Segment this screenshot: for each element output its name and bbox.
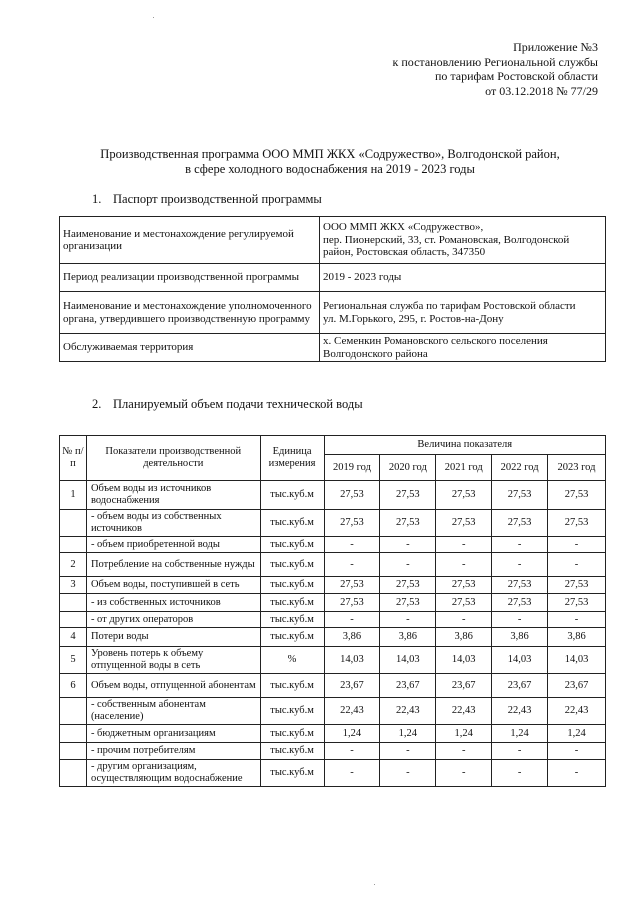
row-value: 1,24 [324, 725, 380, 743]
row-value: 3,86 [436, 628, 492, 647]
row-value: 27,53 [492, 510, 548, 537]
row-value: - [380, 537, 436, 553]
header-year: 2019 год [324, 455, 380, 481]
row-number: 5 [60, 647, 87, 674]
row-value: 22,43 [548, 698, 606, 725]
row-value: - [548, 553, 606, 577]
row-number: 4 [60, 628, 87, 647]
table-row [60, 612, 606, 628]
section-2-number: 2. [92, 397, 102, 411]
row-unit: тыс.куб.м [260, 725, 324, 743]
document-title [60, 147, 600, 177]
row-indicator: - объем приобретенной воды [86, 537, 260, 553]
row-value: - [436, 553, 492, 577]
row-unit: тыс.куб.м [260, 628, 324, 647]
row-indicator: Объем воды, отпущенной абонентам [86, 674, 260, 698]
passport-key: Обслуживаемая территория [60, 334, 320, 362]
row-value: 14,03 [548, 647, 606, 674]
row-indicator: Объем воды из источников водоснабжения [86, 481, 260, 510]
row-value: - [324, 537, 380, 553]
header-num: № п/п [60, 436, 87, 481]
passport-value-line: ул. М.Горького, 295, г. Ростов-на-Дону [323, 312, 504, 325]
row-value: 23,67 [492, 674, 548, 698]
row-number [60, 760, 87, 787]
section-2-heading [92, 397, 363, 412]
row-value: - [492, 553, 548, 577]
row-indicator: Уровень потерь к объему отпущенной воды в сеть [86, 647, 260, 674]
row-value: 27,53 [324, 510, 380, 537]
row-value: 27,53 [324, 481, 380, 510]
row-value: - [324, 760, 380, 787]
row-unit: тыс.куб.м [260, 594, 324, 612]
row-value: - [492, 760, 548, 787]
row-indicator: - другим организациям, осуществляющим водоснабжение [86, 760, 260, 787]
row-number [60, 698, 87, 725]
header-unit: Единица измерения [260, 436, 324, 481]
row-unit: % [260, 647, 324, 674]
row-value: 27,53 [380, 577, 436, 594]
passport-key: Наименование и местонахождение регулируемой организации [60, 217, 320, 264]
header-year: 2020 год [380, 455, 436, 481]
row-indicator: - от других операторов [86, 612, 260, 628]
row-unit: тыс.куб.м [260, 698, 324, 725]
row-value: - [324, 743, 380, 760]
section-1-heading [92, 192, 322, 207]
section-2-title: Планируемый объем подачи технической воды [113, 397, 363, 411]
row-value: 3,86 [548, 628, 606, 647]
row-value: 22,43 [492, 698, 548, 725]
table-row [60, 647, 606, 674]
row-value: 3,86 [380, 628, 436, 647]
row-value: 14,03 [324, 647, 380, 674]
row-value: - [548, 612, 606, 628]
row-value: - [492, 612, 548, 628]
row-unit: тыс.куб.м [260, 743, 324, 760]
row-value: - [380, 760, 436, 787]
row-unit: тыс.куб.м [260, 537, 324, 553]
passport-value [320, 334, 606, 362]
table-row [60, 510, 606, 537]
scan-speck [153, 17, 154, 18]
row-value: - [380, 612, 436, 628]
row-value: 27,53 [324, 594, 380, 612]
row-value: - [436, 537, 492, 553]
row-value: 22,43 [436, 698, 492, 725]
row-value: 1,24 [548, 725, 606, 743]
row-value: - [548, 760, 606, 787]
row-value: - [380, 553, 436, 577]
table-row [60, 760, 606, 787]
row-unit: тыс.куб.м [260, 481, 324, 510]
row-unit: тыс.куб.м [260, 510, 324, 537]
row-value: 1,24 [436, 725, 492, 743]
row-unit: тыс.куб.м [260, 612, 324, 628]
row-value: 3,86 [492, 628, 548, 647]
row-indicator: - собственным абонентам (население) [86, 698, 260, 725]
row-value: 27,53 [380, 510, 436, 537]
passport-key: Наименование и местонахождение уполномоченного органа, утвердившего производственную программу [60, 292, 320, 334]
table-row [60, 698, 606, 725]
table-row [60, 577, 606, 594]
row-number: 6 [60, 674, 87, 698]
row-value: 23,67 [548, 674, 606, 698]
row-value: 27,53 [548, 594, 606, 612]
volume-header-row [60, 436, 606, 455]
passport-key: Период реализации производственной программы [60, 264, 320, 292]
row-indicator: - из собственных источников [86, 594, 260, 612]
passport-value-line: ООО ММП ЖКХ «Содружество», [323, 221, 484, 234]
row-number [60, 594, 87, 612]
row-value: - [492, 743, 548, 760]
passport-value [320, 217, 606, 264]
appendix-line-3: по тарифам Ростовской области [434, 69, 598, 83]
row-value: 27,53 [548, 577, 606, 594]
row-indicator: - прочим потребителям [86, 743, 260, 760]
row-number: 3 [60, 577, 87, 594]
appendix-line-1: Приложение №3 [513, 40, 598, 54]
row-number [60, 743, 87, 760]
row-value: 14,03 [492, 647, 548, 674]
row-indicator: - объем воды из собственных источников [86, 510, 260, 537]
table-row [60, 537, 606, 553]
header-year: 2021 год [436, 455, 492, 481]
passport-value-line: пер. Пионерский, 33, ст. Романовская, Волгодонской район, Ростовская область, 347350 [323, 233, 570, 259]
row-value: 27,53 [492, 594, 548, 612]
passport-value-line: 2019 - 2023 годы [323, 271, 402, 284]
row-value: 27,53 [380, 481, 436, 510]
row-value: 27,53 [492, 577, 548, 594]
section-1-number: 1. [92, 192, 102, 206]
table-row [60, 674, 606, 698]
volume-table [59, 435, 606, 787]
row-value: 27,53 [436, 481, 492, 510]
passport-table [59, 216, 606, 362]
row-value: 27,53 [380, 594, 436, 612]
row-value: 23,67 [380, 674, 436, 698]
row-number [60, 537, 87, 553]
row-indicator: - бюджетным организациям [86, 725, 260, 743]
row-value: 27,53 [548, 510, 606, 537]
passport-row [60, 217, 606, 264]
table-row [60, 725, 606, 743]
row-value: 27,53 [436, 510, 492, 537]
row-unit: тыс.куб.м [260, 577, 324, 594]
table-row [60, 628, 606, 647]
appendix-header [338, 40, 598, 98]
row-value: - [436, 760, 492, 787]
row-number [60, 612, 87, 628]
row-value: 27,53 [436, 577, 492, 594]
row-value: 1,24 [380, 725, 436, 743]
header-indicator: Показатели производственной деятельности [86, 436, 260, 481]
document-title-line-2: в сфере холодного водоснабжения на 2019 - 2023 годы [185, 162, 475, 176]
passport-value [320, 292, 606, 334]
row-value: 27,53 [324, 577, 380, 594]
row-value: 23,67 [324, 674, 380, 698]
row-value: - [380, 743, 436, 760]
row-value: - [548, 743, 606, 760]
row-value: - [436, 612, 492, 628]
row-value: 22,43 [380, 698, 436, 725]
passport-row [60, 264, 606, 292]
row-value: - [548, 537, 606, 553]
header-year: 2022 год [492, 455, 548, 481]
row-indicator: Потребление на собственные нужды [86, 553, 260, 577]
passport-value-line: Региональная служба по тарифам Ростовской области [323, 300, 576, 312]
row-value: 1,24 [492, 725, 548, 743]
row-indicator: Объем воды, поступившей в сеть [86, 577, 260, 594]
row-number [60, 510, 87, 537]
header-value-group: Величина показателя [324, 436, 605, 455]
passport-value-line: х. Семенкин Романовского сельского поселения Волгодонского района [323, 335, 548, 360]
table-row [60, 594, 606, 612]
row-value: 3,86 [324, 628, 380, 647]
table-row [60, 553, 606, 577]
appendix-line-4: от 03.12.2018 № 77/29 [485, 83, 598, 98]
document-title-line-1: Производственная программа ООО ММП ЖКХ «Содружество», Волгодонской район, [100, 147, 560, 161]
row-value: - [436, 743, 492, 760]
scan-speck [374, 884, 375, 885]
row-value: 27,53 [436, 594, 492, 612]
volume-table-body [60, 481, 606, 787]
row-value: 27,53 [548, 481, 606, 510]
passport-value [320, 264, 606, 292]
row-unit: тыс.куб.м [260, 553, 324, 577]
row-value: - [324, 553, 380, 577]
row-indicator: Потери воды [86, 628, 260, 647]
row-value: - [492, 537, 548, 553]
row-value: 22,43 [324, 698, 380, 725]
passport-row [60, 334, 606, 362]
row-unit: тыс.куб.м [260, 674, 324, 698]
row-value: 27,53 [492, 481, 548, 510]
header-year: 2023 год [548, 455, 606, 481]
row-value: - [324, 612, 380, 628]
row-value: 14,03 [380, 647, 436, 674]
row-unit: тыс.куб.м [260, 760, 324, 787]
passport-row [60, 292, 606, 334]
row-value: 23,67 [436, 674, 492, 698]
table-row [60, 481, 606, 510]
row-number: 2 [60, 553, 87, 577]
table-row [60, 743, 606, 760]
row-number [60, 725, 87, 743]
row-value: 14,03 [436, 647, 492, 674]
section-1-title: Паспорт производственной программы [113, 192, 322, 206]
row-number: 1 [60, 481, 87, 510]
appendix-line-2: к постановлению Региональной службы [392, 54, 598, 69]
